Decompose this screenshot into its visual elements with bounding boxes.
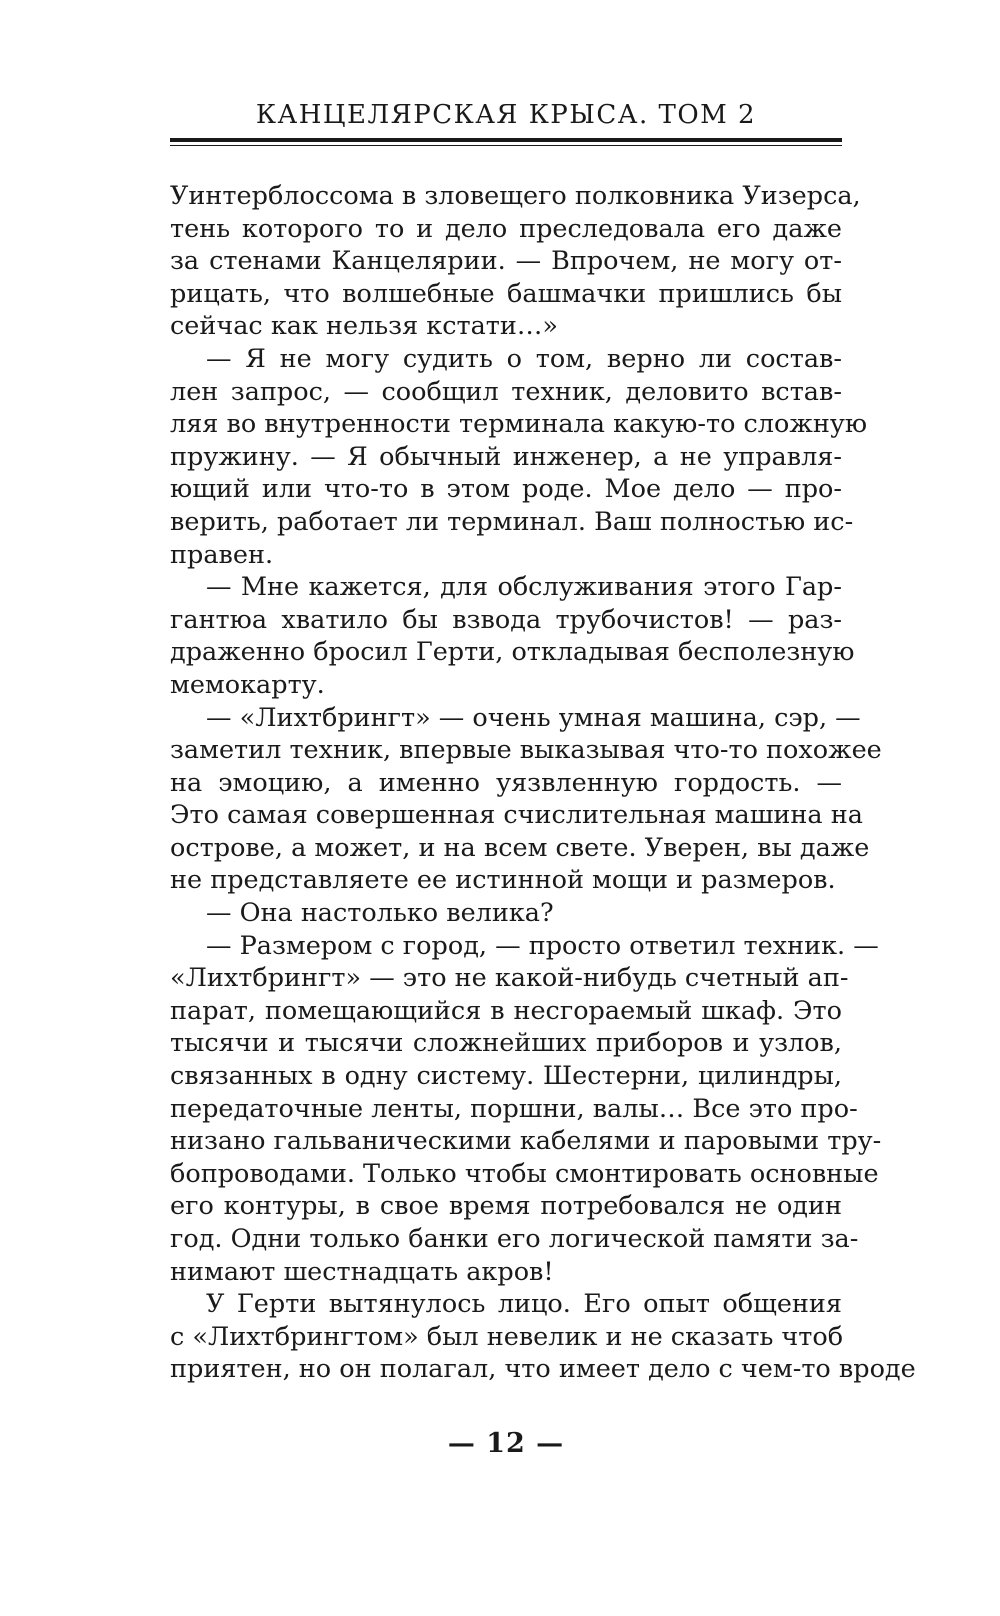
text-line: рицать, что волшебные башмачки пришлись бы: [170, 278, 842, 309]
text-line: — Она настолько велика?: [206, 898, 554, 929]
body-text: [170, 180, 916, 1386]
text-line: драженно бросил Герти, откладывая бесполезную: [170, 637, 855, 668]
text-line: тысячи и тысячи сложнейших приборов и узлов,: [170, 1028, 842, 1059]
text-line: парат, помещающийся в несгораемый шкаф. Это: [170, 995, 842, 1026]
text-line: мемокарту.: [170, 669, 325, 700]
text-line: низано гальваническими кабелями и паровыми тру-: [170, 1126, 882, 1157]
text-line: «Лихтбрингт» — это не какой-нибудь счетный ап-: [170, 963, 849, 994]
text-line: — Размером с город, — просто ответил техник. —: [206, 930, 879, 961]
running-title: КАНЦЕЛЯРСКАЯ КРЫСА. ТОМ 2: [255, 100, 757, 130]
text-line: его контуры, в свое время потребовался не один: [170, 1191, 842, 1222]
text-line: с «Лихтбрингтом» был невелик и не сказать чтоб: [170, 1321, 844, 1352]
text-line: — «Лихтбрингт» — очень умная машина, сэр, —: [206, 702, 861, 733]
text-line: связанных в одну систему. Шестерни, цилиндры,: [170, 1061, 842, 1092]
text-line: приятен, но он полагал, что имеет дело с чем-то вроде: [170, 1354, 916, 1385]
text-line: пружину. — Я обычный инженер, а не управля-: [170, 441, 842, 472]
text-line: передаточные ленты, поршни, валы… Все это про-: [170, 1093, 858, 1124]
text-line: бопроводами. Только чтобы смонтировать основные: [170, 1158, 879, 1189]
text-line: тень которого то и дело преследовала его даже: [170, 213, 842, 244]
text-line: на эмоцию, а именно уязвленную гордость. —: [170, 767, 842, 798]
text-line: нимают шестнадцать акров!: [170, 1256, 554, 1287]
text-line: за стенами Канцелярии. — Впрочем, не могу от-: [170, 246, 842, 277]
header-rule-thick: [170, 138, 842, 142]
book-page: [170, 0, 916, 1616]
text-line: не представляете ее истинной мощи и размеров.: [170, 865, 836, 896]
text-line: гантюа хватило бы взвода трубочистов! — раз-: [170, 604, 842, 635]
page-number: — 12 —: [447, 1428, 565, 1459]
text-line: год. Одни только банки его логической памяти за-: [170, 1224, 859, 1254]
text-line: ляя во внутренности терминала какую-то сложную: [170, 409, 868, 440]
text-line: ющий или что-то в этом роде. Мое дело — про-: [170, 474, 842, 505]
text-line: заметил техник, впервые выказывая что-то похожее: [170, 735, 882, 766]
text-line: — Мне кажется, для обслуживания этого Гар-: [206, 572, 842, 603]
header-rule-thin: [170, 145, 842, 146]
text-line: верить, работает ли терминал. Ваш полностью ис-: [170, 506, 854, 537]
text-line: Уинтерблоссома в зловещего полковника Уизерса,: [170, 181, 861, 211]
text-line: — Я не могу судить о том, верно ли состав-: [206, 343, 842, 374]
text-line: лен запрос, — сообщил техник, деловито встав-: [170, 376, 842, 407]
text-line: острове, а может, и на всем свете. Уверен, вы даже: [170, 832, 870, 863]
text-line: сейчас как нельзя кстати…»: [170, 311, 559, 342]
text-line: Это самая совершенная счислительная машина на: [170, 800, 863, 831]
text-line: правен.: [170, 539, 274, 570]
text-line: У Герти вытянулось лицо. Его опыт общения: [206, 1289, 842, 1320]
